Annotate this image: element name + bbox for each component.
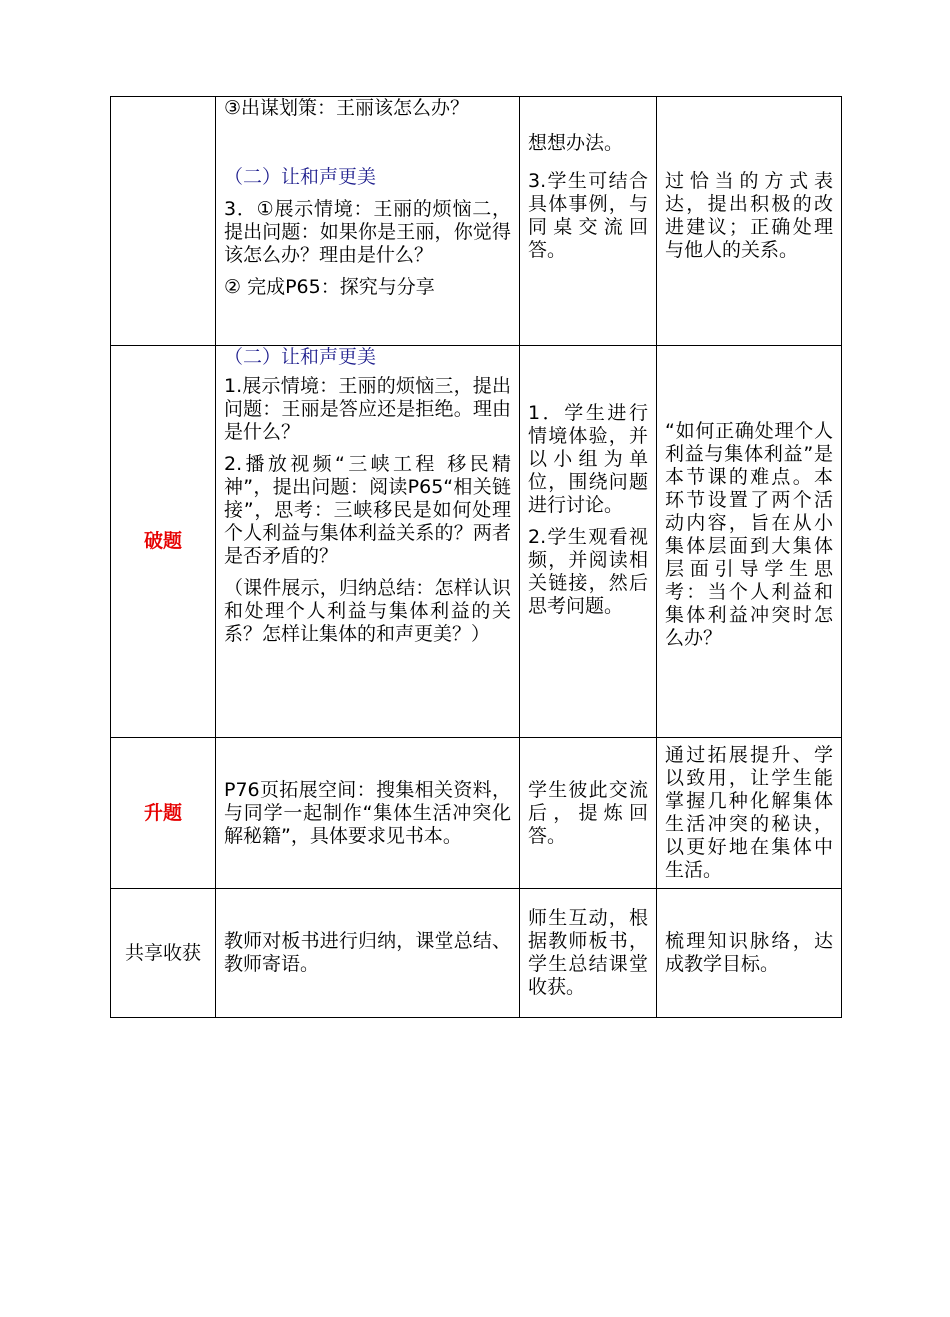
design-intent-cell: [657, 889, 842, 1018]
section-subhead: （二）让和声更美: [224, 346, 377, 368]
intent-text: “如何正确处理个人利益与集体利益”是本节课的难点。本环节设置了两个活动内容，旨在从小集体层面到大集体层面引导学生思考：当个人利益和集体利益冲突时怎么办？: [665, 420, 833, 649]
student-text: 学生彼此交流后，提炼回答。: [528, 778, 648, 847]
student-text: 想想办法。: [528, 132, 624, 154]
table-row: [111, 738, 842, 889]
student-text: 师生互动，根据教师板书，学生总结课堂收获。: [528, 907, 648, 998]
teacher-text: （课件展示，归纳总结：怎样认识和处理个人利益与集体利益的关系？怎样让集体的和声更美？）: [224, 577, 511, 645]
design-intent-cell: [657, 97, 842, 346]
stage-label: 共享收获: [124, 941, 201, 964]
table-row: [111, 889, 842, 1018]
student-text: 1．学生进行情境体验，并以小组为单位，围绕问题进行讨论。: [528, 402, 648, 516]
stage-label: 升题: [143, 801, 182, 824]
student-activity-cell: [520, 738, 657, 889]
design-intent-cell: [657, 738, 842, 889]
design-intent-cell: [657, 346, 842, 738]
teacher-text: 3．①展示情境：王丽的烦恼二，提出问题：如果你是王丽，你觉得该怎么办？理由是什么？: [224, 198, 511, 266]
stage-cell: [111, 346, 216, 738]
teacher-activity-cell: [216, 346, 520, 738]
student-activity-cell: [520, 346, 657, 738]
teacher-activity-cell: [216, 97, 520, 346]
stage-cell: [111, 889, 216, 1018]
student-activity-cell: [520, 889, 657, 1018]
teacher-text: 1.展示情境：王丽的烦恼三，提出问题：王丽是答应还是拒绝。理由是什么？: [224, 375, 511, 443]
teacher-text: 教师对板书进行归纳，课堂总结、教师寄语。: [224, 930, 511, 975]
teacher-text: ③出谋划策：王丽该怎么办？: [224, 97, 470, 119]
teacher-activity-cell: [216, 738, 520, 889]
student-activity-cell: [520, 97, 657, 346]
student-text: 3.学生可结合具体事例，与同桌交流回答。: [528, 170, 648, 261]
section-subhead: （二）让和声更美: [224, 166, 377, 188]
table-row: [111, 97, 842, 346]
teacher-text: P76页拓展空间：搜集相关资料，与同学一起制作“集体生活冲突化解秘籍”，具体要求见书本。: [224, 778, 511, 847]
stage-label: 破题: [143, 530, 182, 552]
teacher-text: ② 完成P65：探究与分享: [224, 276, 435, 298]
teacher-activity-cell: [216, 889, 520, 1018]
student-text: 2.学生观看视频，并阅读相关链接，然后思考问题。: [528, 526, 648, 617]
stage-cell: [111, 97, 216, 346]
intent-text: 通过拓展提升、学以致用，让学生能掌握几种化解集体生活冲突的秘诀，以更好地在集体中生活。: [665, 744, 833, 881]
teacher-text: 2.播放视频“三峡工程 移民精神”，提出问题：阅读P65“相关链接”，思考：三峡移民是如何处理个人利益与集体利益关系的？两者是否矛盾的？: [224, 453, 511, 567]
intent-text: 梳理知识脉络，达成教学目标。: [665, 930, 833, 975]
stage-cell: [111, 738, 216, 889]
lesson-plan-table: [110, 96, 842, 1018]
intent-text: 过恰当的方式表达，提出积极的改进建议；正确处理与他人的关系。: [665, 170, 833, 261]
table-row: [111, 346, 842, 738]
